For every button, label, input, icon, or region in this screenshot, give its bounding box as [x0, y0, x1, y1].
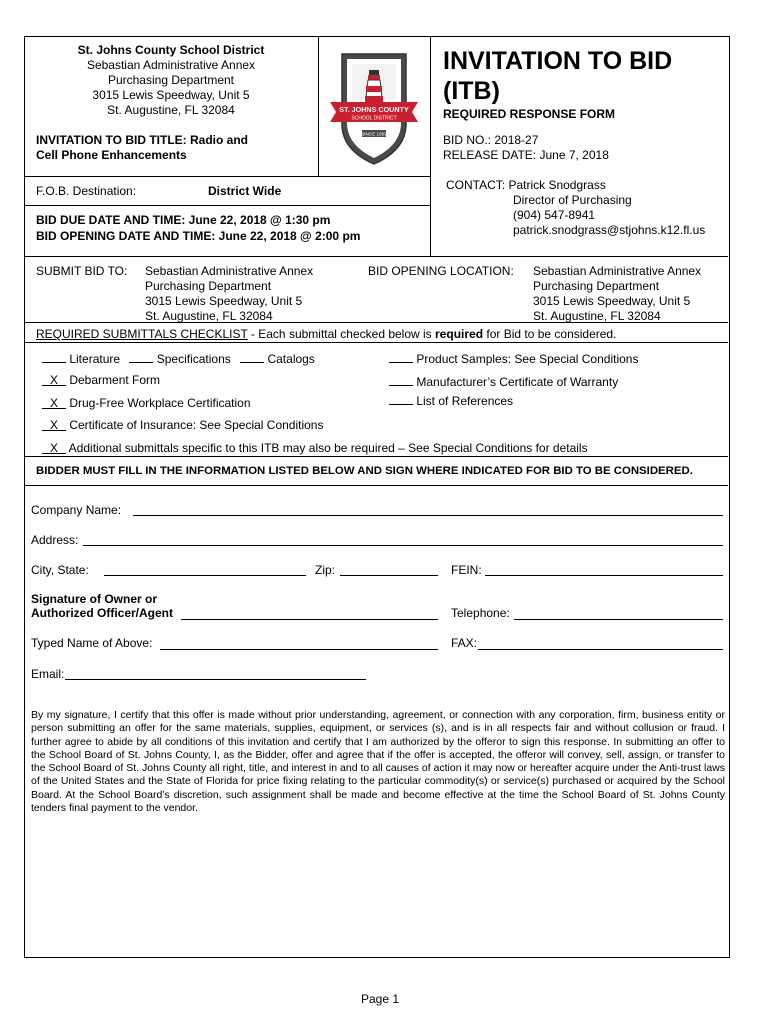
- drug-free-check-mark: X: [49, 396, 58, 410]
- fax-field[interactable]: [478, 649, 723, 650]
- submit-line1: Sebastian Administrative Annex: [145, 264, 314, 278]
- drug-free-label: Drug-Free Workplace Certification: [69, 396, 251, 410]
- contact-title: Director of Purchasing: [513, 193, 632, 207]
- checklist-heading: [36, 327, 616, 341]
- logo-banner-line2: SCHOOL DISTRICT: [351, 115, 397, 122]
- debarment-check-mark: X: [49, 373, 58, 387]
- email-label: Email:: [31, 667, 65, 681]
- manufacturer-checkbox[interactable]: [389, 373, 413, 386]
- typed-name-field[interactable]: [160, 649, 438, 650]
- fein-label: FEIN:: [451, 563, 482, 577]
- submit-label: SUBMIT BID TO:: [36, 264, 128, 278]
- product-samples-checkbox[interactable]: [389, 350, 413, 363]
- additional-check-mark: X: [49, 441, 58, 455]
- checklist-heading-text-a: - Each submittal checked below is: [247, 327, 436, 341]
- opening-location-label: BID OPENING LOCATION:: [368, 264, 514, 278]
- submit-line3: 3015 Lewis Speedway, Unit 5: [145, 294, 303, 308]
- district-street: 3015 Lewis Speedway, Unit 5: [92, 88, 250, 102]
- typed-name-label: Typed Name of Above:: [31, 636, 153, 650]
- manufacturer-item: [389, 373, 618, 389]
- references-label: List of References: [416, 394, 514, 408]
- insurance-check-mark: X: [49, 418, 58, 432]
- address-bottom-rule: [24, 322, 728, 323]
- manufacturer-label: Manufacturer’s Certificate of Warranty: [416, 375, 619, 389]
- zip-label: Zip:: [315, 563, 336, 577]
- fein-field[interactable]: [485, 575, 723, 576]
- bid-info: [443, 133, 609, 162]
- references-checkbox[interactable]: [389, 392, 413, 405]
- submit-line4: St. Augustine, FL 32084: [145, 309, 273, 323]
- fob-value: District Wide: [208, 184, 282, 198]
- additional-item: [42, 441, 588, 455]
- logo-since: SINCE 1869: [361, 131, 387, 137]
- insurance-checkbox[interactable]: [42, 418, 66, 431]
- insurance-item: [42, 418, 323, 432]
- title-line2: (ITB): [443, 77, 500, 105]
- catalogs-checkbox[interactable]: [240, 350, 264, 363]
- bid-number: BID NO.: 2018-27: [443, 133, 539, 147]
- opening-line2: Purchasing Department: [533, 279, 660, 293]
- form-subtitle: REQUIRED RESPONSE FORM: [443, 107, 616, 121]
- district-department: Purchasing Department: [107, 73, 235, 87]
- contact-phone: (904) 547-8941: [513, 208, 596, 222]
- checklist-bottom-rule: [24, 456, 728, 457]
- address-label: Address:: [31, 533, 79, 547]
- fax-label: FAX:: [451, 636, 478, 650]
- signature-label-line1: Signature of Owner or: [31, 592, 158, 606]
- literature-label: Literature: [69, 352, 121, 366]
- telephone-label: Telephone:: [451, 606, 510, 620]
- debarment-checkbox[interactable]: [42, 373, 66, 386]
- company-field[interactable]: [133, 515, 723, 516]
- debarment-label: Debarment Form: [69, 373, 161, 387]
- bidder-notice: BIDDER MUST FILL IN THE INFORMATION LISTED BELOW AND SIGN WHERE INDICATED FOR BID TO BE CONSIDERED.: [36, 465, 693, 477]
- drug-free-checkbox[interactable]: [42, 396, 66, 409]
- page-number: Page 1: [360, 992, 400, 1006]
- district-city: St. Augustine, FL 32084: [107, 103, 235, 117]
- logo-banner-line1: ST. JOHNS COUNTY: [339, 105, 409, 114]
- contact-email-link[interactable]: patrick.snodgrass@stjohns.k12.fl.us: [513, 223, 706, 237]
- district-annex: Sebastian Administrative Annex: [86, 58, 256, 72]
- header-divider-left: [318, 36, 319, 176]
- debarment-item: [42, 373, 160, 387]
- drug-free-item: [42, 396, 251, 410]
- specifications-label: Specifications: [156, 352, 231, 366]
- additional-checkbox[interactable]: [42, 441, 66, 454]
- district-address: [24, 43, 318, 117]
- checklist-heading-required: required: [435, 327, 484, 341]
- opening-line1: Sebastian Administrative Annex: [533, 264, 702, 278]
- literature-checkbox[interactable]: [42, 350, 66, 363]
- contact-divider: [430, 176, 431, 256]
- opening-line3: 3015 Lewis Speedway, Unit 5: [533, 294, 691, 308]
- opening-location-address: [533, 264, 701, 323]
- product-samples-label: Product Samples: See Special Conditions: [416, 352, 639, 366]
- opening-line4: St. Augustine, FL 32084: [533, 309, 661, 323]
- zip-field[interactable]: [340, 575, 438, 576]
- additional-label: Additional submittals specific to this ITB may also be required – See Special Conditions for details: [68, 441, 588, 455]
- references-item: [389, 392, 513, 408]
- company-label: Company Name:: [31, 503, 122, 517]
- address-field[interactable]: [83, 545, 723, 546]
- header-divider-right: [430, 36, 431, 176]
- product-samples-item: [389, 350, 638, 366]
- city-state-label: City, State:: [31, 563, 89, 577]
- title-line1: INVITATION TO BID: [443, 47, 673, 75]
- fob-bottom-rule: [24, 205, 430, 206]
- checklist-row-1: [42, 350, 315, 366]
- district-logo: [326, 46, 422, 168]
- specifications-checkbox[interactable]: [129, 350, 153, 363]
- insurance-label: Certificate of Insurance: See Special Conditions: [69, 418, 324, 432]
- city-state-field[interactable]: [104, 575, 306, 576]
- bid-due-date: BID DUE DATE AND TIME: June 22, 2018 @ 1:30 pm: [36, 213, 331, 227]
- checklist-heading-title: REQUIRED SUBMITTALS CHECKLIST: [36, 327, 248, 341]
- notice-bottom-rule: [24, 485, 728, 486]
- submit-line2: Purchasing Department: [145, 279, 272, 293]
- fob-label: F.O.B. Destination:: [36, 184, 137, 198]
- district-name: St. Johns County School District: [77, 43, 265, 57]
- checklist-heading-text-b: for Bid to be considered.: [483, 327, 617, 341]
- bid-opening-date: BID OPENING DATE AND TIME: June 22, 2018 @ 2:00 pm: [36, 229, 361, 243]
- catalogs-label: Catalogs: [267, 352, 315, 366]
- telephone-field[interactable]: [514, 619, 723, 620]
- signature-field[interactable]: [181, 619, 438, 620]
- itb-title: [36, 133, 248, 162]
- contact-name: CONTACT: Patrick Snodgrass: [446, 178, 606, 192]
- signature-label-line2: Authorized Officer/Agent: [31, 606, 174, 620]
- checklist-heading-rule: [24, 342, 728, 343]
- itb-title-line1: INVITATION TO BID TITLE: Radio and: [36, 133, 248, 147]
- header-bottom-rule: [24, 176, 430, 177]
- lighthouse-shield-icon: [326, 46, 422, 168]
- form-border: [24, 36, 730, 958]
- dates-bottom-rule: [24, 256, 728, 257]
- itb-title-line2: Cell Phone Enhancements: [36, 148, 187, 162]
- release-date: RELEASE DATE: June 7, 2018: [443, 148, 609, 162]
- email-field[interactable]: [65, 679, 366, 680]
- submit-address: [145, 264, 313, 323]
- certification-paragraph: By my signature, I certify that this offer is made without prior understanding, agreement, or connection with any corporation, firm, business entity or person submitting an offer for the same materials, supplies, equipment, or services (s), and is in all respects fair and without collusion or fraud. I further agree to abide by all conditions of this invitation and certify that I am authorized by the offeror to sign this response. In submitting an offer to the School Board of St. Johns County, I, as the Bidder, offer and agree that if the offer is accepted, the offeror will convey, sell, assign, or transfer to the School Board of St. Johns County all right, title, and interest in and to all causes of action it may now or hereafter acquire under the Anti-trust laws of the United States and the State of Florida for price fixing relating to the particular commodity(s) or service(s) purchased or acquired by the School Board. At the School Board’s discretion, such assignment shall be made and become effective at the time the School Board of St. Johns County tenders final payment to the vendor.: [31, 709, 725, 815]
